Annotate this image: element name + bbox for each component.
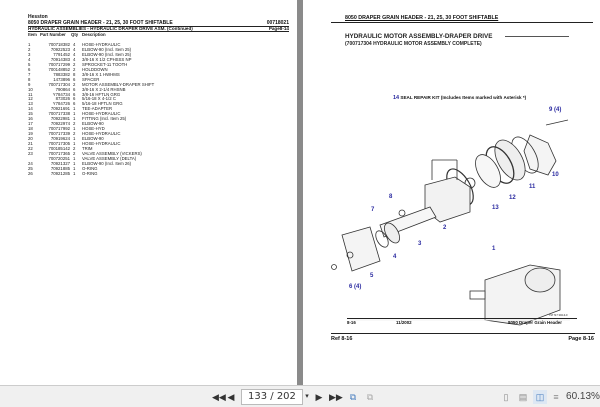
part-number: 70921327 bbox=[50, 160, 70, 166]
col-qty: Qty bbox=[71, 32, 79, 37]
part-number: Y784726 bbox=[52, 101, 70, 107]
section-subtitle: HYDRAULIC ASSEMBLIES - HYDRAULIC DRAPER DRIVE ASM. (Continued) bbox=[28, 26, 193, 31]
part-number: 700717365 bbox=[48, 150, 70, 156]
item-number: 5 bbox=[28, 61, 31, 67]
part-number: Y784734 bbox=[52, 91, 70, 97]
ref-label: Ref 8-16 bbox=[331, 336, 353, 342]
table-header bbox=[0, 32, 297, 37]
quantity: 1 bbox=[73, 165, 76, 171]
table-row bbox=[0, 171, 297, 176]
quantity: 1 bbox=[73, 141, 76, 146]
footer-section: 8-16 bbox=[347, 320, 356, 325]
description: HOSE-HYDRAULIC bbox=[82, 131, 121, 137]
quantity: 1 bbox=[73, 160, 76, 166]
item-number: 16 bbox=[28, 116, 33, 122]
quantity: 1 bbox=[73, 126, 76, 132]
previous-page-button[interactable]: ◀ bbox=[227, 392, 235, 402]
item-number: 8 bbox=[28, 76, 31, 82]
last-page-button[interactable]: ▶▶ bbox=[329, 392, 343, 402]
quantity: 2 bbox=[73, 61, 76, 67]
next-view-icon[interactable]: ⧉ bbox=[366, 392, 374, 402]
description: 3/8-16 X 1/2 CPHSSS NP bbox=[82, 56, 132, 62]
item-number: 26 bbox=[28, 170, 33, 176]
part-number: 700717304 bbox=[48, 81, 70, 87]
callout-6: 6 (4) bbox=[349, 284, 362, 290]
part-number: 70914383 bbox=[50, 56, 70, 62]
description: 3/8-16 X 1 HWHMS bbox=[82, 71, 120, 77]
description: FITTING (Incl. Item 25) bbox=[82, 116, 127, 122]
item-number: 11 bbox=[28, 91, 33, 97]
callout-9: 9 (4) bbox=[549, 107, 562, 113]
part-number: 700717339 bbox=[48, 131, 70, 137]
part-number: 873026 bbox=[55, 96, 70, 102]
part-number: 1473896 bbox=[53, 76, 70, 82]
seal-kit-text: SEAL REPAIR KIT (Includes Items marked with Asterisk *) bbox=[400, 95, 527, 100]
col-part: Part Number bbox=[40, 32, 66, 37]
item-number: 14 bbox=[28, 106, 33, 112]
description: 3/8-16 HFTLN GRG bbox=[82, 91, 121, 97]
description: SPACER bbox=[82, 76, 100, 82]
callout-8: 8 bbox=[389, 194, 393, 200]
description: O-RING bbox=[82, 165, 98, 171]
callout-13: 13 bbox=[492, 205, 499, 211]
page-title: 8050 DRAPER GRAIN HEADER - 21, 25, 30 FOOT SHIFTABLE bbox=[28, 20, 173, 26]
callout-1: 1 bbox=[492, 246, 496, 252]
item-number: 4 bbox=[28, 56, 31, 62]
quantity: 4 bbox=[73, 42, 76, 47]
callout-4: 4 bbox=[393, 254, 397, 260]
previous-view-icon[interactable]: ⧉ bbox=[349, 392, 357, 402]
description: ELBOW-90 bbox=[82, 121, 104, 127]
quantity: 2 bbox=[73, 131, 76, 137]
exploded-diagram bbox=[320, 95, 590, 335]
description: ELBOW-90 (Incl. Item 25) bbox=[82, 51, 132, 57]
part-number: 700720251 bbox=[48, 155, 70, 161]
col-item: Item bbox=[28, 32, 37, 37]
quantity: 1 bbox=[73, 170, 76, 176]
item-number: 10 bbox=[28, 86, 33, 92]
part-number: 700717305 bbox=[48, 141, 70, 146]
quantity: 1 bbox=[73, 106, 76, 112]
quantity: 1 bbox=[73, 155, 76, 161]
part-number: 700717338 bbox=[48, 111, 70, 117]
quantity: 1 bbox=[73, 116, 76, 122]
item-number: 6 bbox=[28, 66, 31, 72]
part-number: 70921691 bbox=[50, 106, 70, 112]
item-number: 24 bbox=[28, 160, 33, 166]
page-ref: Page8-14 bbox=[268, 26, 289, 31]
quantity: 4 bbox=[73, 51, 76, 57]
doc-code: 00718021 bbox=[266, 20, 289, 26]
callout-3: 3 bbox=[418, 241, 422, 247]
callout-7: 7 bbox=[371, 207, 375, 213]
part-number: 700717992 bbox=[48, 126, 70, 132]
description: ELBOW-90 (Incl. Item 25) bbox=[82, 46, 132, 52]
quantity: 6 bbox=[73, 96, 76, 102]
description: HOSE-HYDRAULIC bbox=[82, 42, 121, 47]
page-number-input[interactable]: 133 / 202 bbox=[241, 389, 303, 405]
item-number: 7 bbox=[28, 71, 31, 77]
description: 5/16-18 X 4-1/2 C bbox=[82, 96, 116, 102]
part-number: 70922523 bbox=[50, 46, 70, 52]
part-number: 70922981 bbox=[50, 116, 70, 122]
callout-12: 12 bbox=[509, 195, 516, 201]
single-page-view-icon[interactable]: ▯ bbox=[503, 392, 509, 402]
description: MOTOR ASSEMBLY-DRAPER SHIFT bbox=[82, 81, 155, 87]
callout-5: 5 bbox=[370, 273, 374, 279]
description: VALVE ASSEMBLY (VICKERS) bbox=[82, 150, 142, 156]
assembly-subheading: (700717304 HYDRAULIC MOTOR ASSEMBLY COMPLETE) bbox=[345, 41, 482, 47]
description: HOSE-HYD bbox=[82, 126, 105, 132]
two-page-view-icon[interactable]: ◫ bbox=[533, 390, 547, 404]
item-number: 2 bbox=[28, 46, 31, 52]
description: ELBOW-90 bbox=[82, 136, 104, 142]
item-number: 12 bbox=[28, 96, 33, 102]
part-number: 70921285 bbox=[50, 170, 70, 176]
description: 5/16-18 HFTLN GRG bbox=[82, 101, 123, 107]
description: HOSE-HYDRAULIC bbox=[82, 141, 121, 146]
fit-width-icon[interactable]: ≡ bbox=[553, 392, 559, 402]
page-dropdown-button[interactable]: ▾ bbox=[305, 393, 309, 400]
quantity: 2 bbox=[73, 121, 76, 127]
company-name: Hesston bbox=[28, 14, 48, 20]
description: TRIM bbox=[82, 145, 93, 151]
description: TEE-ADAPTER bbox=[82, 106, 113, 112]
part-number: 70919624 bbox=[50, 136, 70, 142]
item-number: 20 bbox=[28, 136, 33, 142]
seal-kit-number: 14 bbox=[393, 95, 400, 101]
description: ELBOW-90 (Incl. Item 26) bbox=[82, 160, 132, 166]
assembly-heading: HYDRAULIC MOTOR ASSEMBLY-DRAPER DRIVE bbox=[345, 33, 493, 40]
quantity: 6 bbox=[73, 76, 76, 82]
item-number: 21 bbox=[28, 141, 33, 146]
item-number: 19 bbox=[28, 131, 33, 137]
item-number: 3 bbox=[28, 51, 31, 57]
part-number: 700717299 bbox=[48, 61, 70, 67]
description: HOLDDOWN bbox=[82, 66, 108, 72]
item-number: 22 bbox=[28, 145, 33, 151]
callout-11: 11 bbox=[529, 184, 536, 190]
description: HOSE-HYDRAULIC bbox=[82, 111, 121, 117]
item-number: 25 bbox=[28, 165, 33, 171]
quantity: 2 bbox=[73, 66, 76, 72]
quantity: 2 bbox=[73, 150, 76, 156]
part-number: 790864 bbox=[55, 86, 70, 92]
footer-title: 8050 Draper Grain Header bbox=[508, 320, 562, 325]
part-number: 700148852 bbox=[48, 66, 70, 72]
item-number: 18 bbox=[28, 126, 33, 132]
part-number: 7883382 bbox=[53, 71, 70, 77]
description: 3/8-16 X 2-1/4 RHSNB bbox=[82, 86, 126, 92]
description: VALVE ASSEMBLY (DELTA) bbox=[82, 155, 137, 161]
part-number: 7791452 bbox=[53, 51, 70, 57]
left-page bbox=[0, 0, 297, 385]
item-number: 23 bbox=[28, 150, 33, 156]
item-number: 13 bbox=[28, 101, 33, 107]
item-number: 1 bbox=[28, 42, 31, 47]
quantity: 8 bbox=[73, 71, 76, 77]
quantity: 4 bbox=[73, 46, 76, 52]
item-number: 15 bbox=[28, 111, 33, 117]
quantity: 1 bbox=[73, 136, 76, 142]
description: SPROCKET-11 TOOTH bbox=[82, 61, 128, 67]
part-number: 70921885 bbox=[50, 165, 70, 171]
viewer-toolbar bbox=[0, 385, 600, 407]
quantity: 6 bbox=[73, 91, 76, 97]
part-number: 70922974 bbox=[50, 121, 70, 127]
footer-date: 11/2002 bbox=[396, 320, 412, 325]
page-title: 8050 DRAPER GRAIN HEADER - 21, 25, 30 FOOT SHIFTABLE bbox=[345, 15, 499, 21]
figure-code: TM 717 304-0-0 bbox=[549, 314, 568, 317]
item-number: 9 bbox=[28, 81, 31, 87]
quantity: 2 bbox=[73, 145, 76, 151]
quantity: 4 bbox=[73, 56, 76, 62]
quantity: 6 bbox=[73, 101, 76, 107]
quantity: 2 bbox=[73, 81, 76, 87]
callout-2: 2 bbox=[443, 225, 447, 231]
continuous-view-icon[interactable]: ▤ bbox=[518, 392, 528, 402]
description: O-RING bbox=[82, 170, 98, 176]
part-number: 700185142 bbox=[48, 145, 70, 151]
part-number: 700718382 bbox=[48, 42, 70, 47]
col-desc: Description bbox=[82, 32, 106, 37]
first-page-button[interactable]: ◀◀ bbox=[212, 392, 226, 402]
right-page bbox=[303, 0, 600, 385]
callout-10: 10 bbox=[552, 172, 559, 178]
zoom-level[interactable]: 60.13% bbox=[566, 391, 600, 402]
page-label: Page 8-16 bbox=[568, 336, 594, 342]
quantity: 1 bbox=[73, 111, 76, 117]
item-number: 17 bbox=[28, 121, 33, 127]
next-page-button[interactable]: ▶ bbox=[315, 392, 323, 402]
quantity: 6 bbox=[73, 86, 76, 92]
